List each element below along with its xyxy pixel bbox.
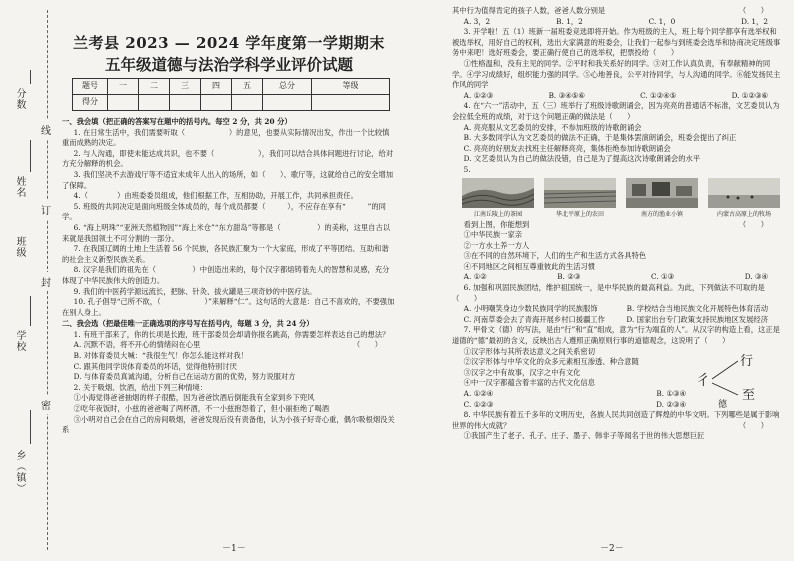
name-blank (30, 140, 31, 172)
answer-paren[interactable]: （ ） (700, 336, 730, 346)
answer-paren[interactable]: （ ） (738, 219, 768, 229)
statement-item: ②一方水土养一方人 (463, 240, 530, 250)
question-3-items: ①性格温和，没有主见的同学。②平时和我关系好的同学。③对工作认真负责，有奉献精神的同学。④学习成绩好，组织能力强的同学。⑤心地善良，公平对待同学，与人沟通的同学。⑥能发扬民主作风的同学 (452, 58, 781, 90)
binding-margin (0, 0, 58, 561)
svg-text:⾏: ⾏ (740, 353, 754, 369)
score-header-cell: 题号 (73, 79, 108, 95)
choice-question-2-continued (452, 6, 782, 17)
score-header-cell: 五 (232, 79, 263, 95)
character-evolution-diagram (688, 345, 768, 415)
score-input-cell[interactable] (312, 95, 390, 111)
page-number: －1－ (222, 544, 246, 555)
statement-item: ②汉字形体与中华文化的众多元素相互渗透、种合意随 (463, 357, 639, 367)
choice-options-row (452, 91, 782, 102)
choice-option: D. 国家出台专门政策支持民族地区发展经济 (626, 314, 768, 324)
score-row-label: 得分 (73, 95, 108, 111)
photo-caption: 南方的渔业小镇 (640, 210, 683, 218)
choice-question-3-stem (452, 27, 782, 59)
choice-option: C. ①②③ (463, 399, 494, 409)
answer-paren[interactable]: （ ） (352, 340, 382, 350)
question-text: 8. 中华民族有着五千多年的文明历史，各族人民共同创造了辉煌的中华文明。下列哪些是属于影响世界的伟大成就？ (452, 410, 780, 430)
fill-question-5[interactable]: 5. 班级的共同决定是面向班级全体成员的，每个成员都要（ ），不应存在享有“ ”的同学。 (62, 201, 386, 222)
photo-caption: 江南丘陵上的茶园 (473, 210, 522, 218)
section2-title: 二、我会选（把最佳唯一正确选项的序号写在括号内，每题 3 分，共 24 分） (62, 319, 314, 329)
score-header-cell: 等级 (312, 79, 390, 95)
school-label: 学校 (14, 330, 25, 352)
fill-question-10[interactable]: 10. 孔子倡导“己所不欲，（ ）”来解释“仁”。这句话的大意是：自己不喜欢的，不要强加在别人身上。 (62, 297, 395, 317)
choice-option: D. 文艺委员认为自己的做法没错，自己是为了提高这次诗歌朗诵会的水平 (463, 154, 701, 164)
choice-option: A. 3，2 (463, 16, 491, 26)
choice-option: C. ①③ (651, 272, 675, 282)
choice-option: B. 对体育委员大喊：“我很生气！你怎么能这样对我！ (73, 351, 248, 361)
statement-item: ④不同地区之间相互尊重彼此的生活习惯 (463, 261, 596, 271)
choice-options-row (452, 315, 782, 326)
choice-option: A. ①②④ (463, 389, 494, 398)
choice-option: A. 小明嘲笑身边少数民族同学的民族服饰 (463, 304, 598, 314)
answer-paren[interactable]: （ ） (738, 420, 768, 430)
pasture-image (708, 178, 780, 208)
score-input-cell[interactable] (263, 95, 312, 111)
fill-question-6[interactable]: 6. “海上明珠”“亚洲天然植物园”“海上米仓”“东方甜岛”等都是（ ）的美称，这里自古以来就是我国领土不可分割的一部分。 (62, 222, 391, 243)
score-input-cell[interactable] (139, 95, 170, 111)
fill-question-3[interactable]: 3. 我们坚决不去游戏厅等不适宜未成年人出入的场所，如（ ）、歌厅等，这就给自己的安全增加了保障。 (62, 169, 394, 190)
choice-option: A. 亮亮服从文艺委员的安排，不参加班级的诗歌朗诵会 (463, 122, 642, 132)
township-blank (30, 410, 31, 444)
statement-item: ①汉字形体与其所表达意义之间关系密切 (463, 346, 596, 356)
cut-mark-mi: 密 (41, 395, 51, 414)
exam-title-line1: 兰考县 2023 — 2024 学年度第一学期期末 (73, 34, 385, 52)
score-label: 分数 (14, 88, 25, 110)
exam-title-line2: 五年级道德与法治学科学业评价试题 (104, 55, 353, 74)
choice-option: B. 大多数同学认为文艺委员的做法不正确，于是集体罢演朗诵会，班委会提出了纠正 (463, 133, 737, 143)
choice-question-1-text: 1. 有班干部来了，你的长项是长跑，班干部委员会却请你报名跳高，你需要怎样表达自己的想法？ (73, 329, 390, 339)
question-5-number: 5. (463, 164, 471, 174)
question-text: 7. 甲骨文（德）的写法，是由“行”和“直”组成，意为“行为端直的人”。从汉字的构造上看，这正是道德的“德”最初的含义，反映出古人遵照正确原则行事的道德观念，这说明了 (452, 325, 780, 346)
choice-options-row (452, 17, 782, 28)
choice-option: B. ②③ (557, 272, 581, 282)
fill-question-8[interactable]: 8. 汉字是我们的祖先在（ ）中创造出来的，每个汉字都熔铸着先人的智慧和灵感，充分体现了中华民族伟大的创造力。 (62, 265, 390, 285)
score-table (72, 78, 390, 111)
choice-option: D. 1，2 (741, 16, 768, 26)
photo-caption: 华北平原上的农田 (555, 210, 604, 218)
choice-option: C. ①②④⑤ (640, 90, 677, 100)
fill-question-9[interactable]: 9. 我们的中医药学源远流长，把脉、针灸、拔火罐是三项奇妙的中医疗法。 (73, 286, 317, 296)
name-label: 姓名 (14, 176, 25, 198)
statement-item: ③汉字之中有故事，汉字之中有文化 (463, 367, 581, 377)
score-input-cell[interactable] (170, 95, 201, 111)
tea-garden-image (462, 178, 534, 208)
answer-paren[interactable]: （ ） (738, 6, 768, 15)
score-header-cell: 一 (108, 79, 139, 95)
page-number: －2－ (600, 544, 624, 555)
choice-options-row (452, 304, 782, 315)
right-column (452, 0, 782, 561)
choice-option: B. ③④⑤⑥ (548, 90, 585, 100)
question-7-body (452, 347, 782, 411)
score-input-cell[interactable] (232, 95, 263, 111)
scenario-item: ③小明对自己会在自己的房间吸烟，爸爸发现后没有责备他，认为小孩子好奇心重，偶尔吸根烟没关系 (62, 414, 395, 435)
choice-option: C. 1，0 (648, 16, 676, 26)
photo-farmland (544, 178, 616, 219)
photo-tea-garden (462, 178, 534, 219)
choice-option: C. 亮亮的好朋友去找班主任解释亮亮，集体拒绝参加诗歌朗诵会 (463, 143, 671, 153)
answer-paren[interactable]: （ ） (649, 48, 679, 58)
choice-option: D. ①②③⑥ (731, 90, 768, 100)
scenario-item: ①小海觉得爸爸抽烟的样子很酷，因为爸爸饮酒后倒能我有全家到乡下兜风 (73, 393, 315, 403)
cut-mark-ding: 订 (41, 200, 51, 219)
question-text: 看到上图，你能想到 (463, 219, 530, 229)
choice-option: B. 学校结合当地民族文化开展特色体育活动 (626, 304, 768, 314)
choice-question-7-stem (452, 325, 782, 346)
choice-option: B. ①③④ (656, 389, 686, 398)
choice-option: C. 河南草委会去了青海开展乡村口援疆工作 (463, 314, 605, 324)
choice-options-row (452, 272, 782, 283)
question-text: 3. 开学啦！五（1）班新一届班委竞选即将开始。作为班级的主人，班上每个同学都享有选举权和被选举权，用好自己的权利，选出大家满意的班委会，让我们一起参与到班委会选举和协商决定班级事务中来吧！选好班委会，要正确行使自己的选举权，把票投给 (452, 27, 781, 58)
choice-question-2-stem: 2. 关于吸烟、饮酒，给出下列三种情境： (73, 382, 207, 392)
score-header-cell: 四 (201, 79, 232, 95)
score-header-cell: 总分 (263, 79, 312, 95)
statement-item: ①我国产生了老子、孔子、庄子、墨子、韩非子等闻名于世的伟大思想巨匠 (463, 431, 705, 441)
choice-option: C. 跟其他同学说体育委员的坏话，觉得他特别讨厌 (73, 361, 237, 371)
photo-caption: 内蒙古高原上的牧场 (716, 210, 771, 218)
choice-question-6-stem (452, 283, 782, 304)
score-header-cell: 三 (170, 79, 201, 95)
fill-question-2[interactable]: 2. 与人沟通，即使未能达成共识，也不要（ ），我们可以结合具体问题进行讨论，给对方充分解释的机会。 (62, 148, 394, 169)
cut-mark-xian: 线 (41, 120, 51, 139)
farmland-image (544, 178, 616, 208)
class-label: 班级 (14, 236, 25, 258)
school-blank (30, 296, 31, 326)
choice-option: A. ①② (463, 272, 487, 282)
fill-question-1[interactable]: 1. 在日常生活中，我们需要听取（ ）的意见，也要从实际情况出发，作出一个比较慎重而成熟的决定。 (62, 127, 390, 148)
township-label: 乡（镇） (14, 450, 25, 494)
choice-option: D. ②③④ (656, 399, 686, 409)
photo-fishing-town (626, 178, 698, 219)
question-text: 其中行为值得肯定的孩子人数，爸爸人数分别是 (452, 6, 606, 15)
question-5-stem (452, 220, 782, 231)
left-column (62, 0, 396, 561)
choice-option: A. ①②③ (463, 90, 494, 100)
fishing-town-image (626, 178, 698, 208)
question-text: 6. 加强和巩固民族团结，维护祖国统一，是中华民族的最高利益。为此，下列做法不可取的是 (463, 283, 765, 293)
choice-option: D. 与体育委员真诚沟通，分析自己在运动方面的优势，努力说服对方 (73, 372, 296, 382)
score-input-cell[interactable] (108, 95, 139, 111)
choice-option: D. ③④ (744, 272, 768, 282)
fill-question-7[interactable]: 7. 在我国辽阔的土地上生活着 56 个民族，各民族汇聚为一个大家庭，形成了平等团结、互助和谐的社会主义新型民族关系。 (62, 244, 389, 264)
statement-item: ①中华民族一家亲 (463, 230, 523, 240)
statement-item: ④中一汉字都蕴含着丰富的古代文化信息 (463, 378, 596, 388)
answer-paren[interactable]: （ ） (452, 293, 482, 303)
answer-paren[interactable]: （ ） (605, 111, 635, 121)
choice-question-4-stem (452, 101, 782, 122)
cut-mark-feng: 封 (41, 272, 51, 291)
photo-strip (462, 178, 780, 219)
score-blank (30, 70, 31, 84)
photo-pasture (708, 178, 780, 219)
score-header-cell: 二 (139, 79, 170, 95)
choice-option: A. 沉默不语，将不开心的情绪闷在心里 (73, 340, 201, 350)
scenario-item: ②吃年夜饭时，小兹的爸爸喝了两杯酒，不一小兹抱怨着了，但小丽拒绝了喝酒 (73, 404, 330, 414)
svg-text:⼻: ⼻ (696, 372, 710, 389)
choice-option: B. 1，2 (556, 16, 583, 26)
question-text: 4. 在“六一”活动中，五（三）班举行了班级诗歌朗诵会，因为亮亮的普通话不标准，文艺委员认为会拉低全班的成绩，对于这个问题正确的做法是 (452, 101, 780, 121)
fill-question-4[interactable]: 4.（ ）由班委委员组成，他们根据工作，互相协助，开展工作，共同承担责任。 (73, 191, 358, 201)
svg-text:⾄: ⾄ (742, 387, 756, 403)
section1-title: 一、我会填（把正确的答案写在题中的括号内。每空 2 分，共 20 分） (62, 117, 292, 126)
statement-item: ③在不同的自然环境下，人们的生产和生活方式各具特色 (463, 251, 647, 261)
score-input-cell[interactable] (201, 95, 232, 111)
diagram-caption: 德 (718, 399, 728, 410)
